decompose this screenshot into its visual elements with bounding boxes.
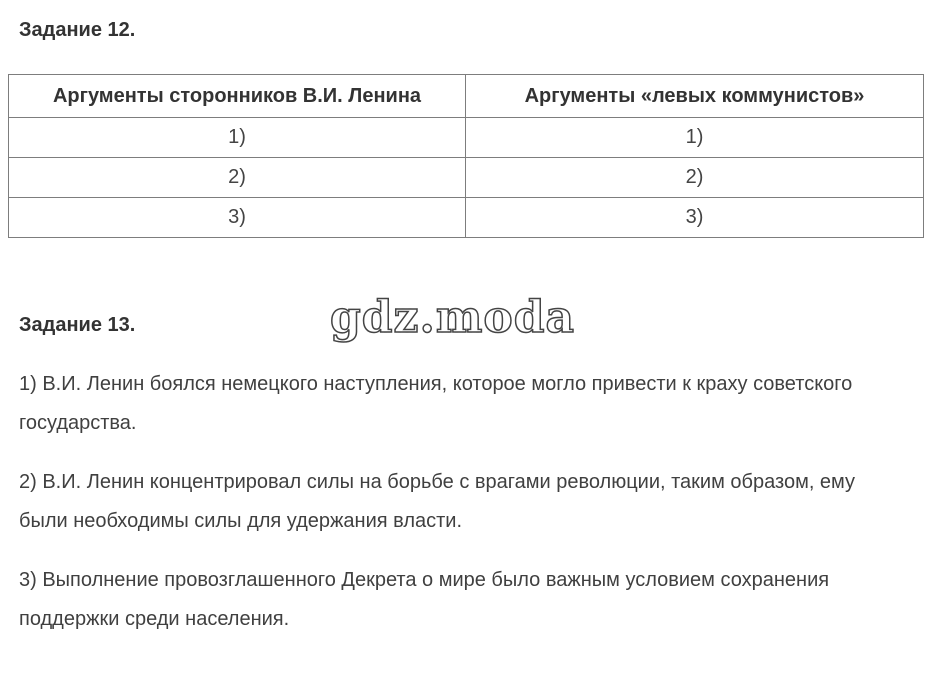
table-row bbox=[9, 198, 924, 238]
header-lenin-supporters: Аргументы сторонников В.И. Ленина bbox=[9, 75, 466, 118]
table-cell: 3) bbox=[466, 198, 924, 238]
table-cell: 3) bbox=[9, 198, 466, 238]
table-cell: 1) bbox=[466, 118, 924, 158]
arguments-table bbox=[8, 74, 924, 238]
table-row bbox=[9, 118, 924, 158]
answer-item: 1) В.И. Ленин боялся немецкого наступления, которое могло привести к краху советского государства. bbox=[19, 373, 853, 434]
answer-item: 2) В.И. Ленин концентрировал силы на борьбе с врагами революции, таким образом, ему были необходимы силы для удержания власти. bbox=[19, 471, 856, 532]
task-13-title: Задание 13. bbox=[19, 314, 136, 336]
table-cell: 2) bbox=[466, 158, 924, 198]
task-13-answers bbox=[19, 365, 909, 659]
watermark-logo: gdz.moda bbox=[330, 288, 575, 348]
header-left-communists: Аргументы «левых коммунистов» bbox=[466, 75, 924, 118]
table-cell: 2) bbox=[9, 158, 466, 198]
task-12-title: Задание 12. bbox=[19, 19, 136, 41]
table-header-row bbox=[9, 75, 924, 118]
table-row bbox=[9, 158, 924, 198]
table-cell: 1) bbox=[9, 118, 466, 158]
answer-item: 3) Выполнение провозглашенного Декрета о мире было важным условием сохранения поддержки среди населения. bbox=[19, 569, 830, 630]
